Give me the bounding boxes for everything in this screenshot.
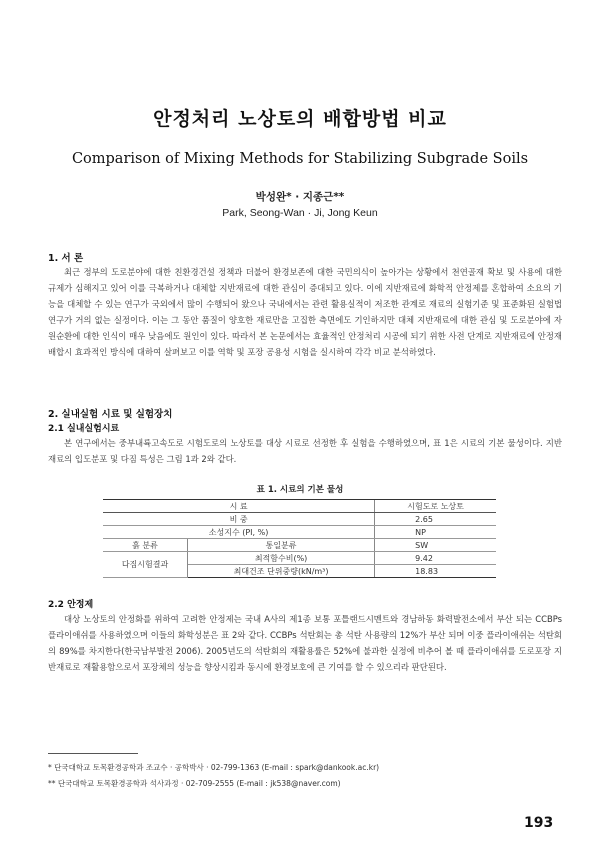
table-cell-value: NP xyxy=(375,526,496,539)
paper-title-korean: 안정처리 노상토의 배합방법 비교 xyxy=(153,108,447,130)
section-2-2-body: 대상 노상토의 안정화를 위하여 고려한 안정제는 국내 A사의 제1종 보통 포틀랜드시멘트와 경남하동 화력발전소에서 부산 되는 CCBPs 플라이애쉬를 사용하였으며 이들의 화학성분은 표 2와 같다. CCBPs 석탄회는 총 석탄 사용량의 12%가 부산 되며 이중 플라이애쉬는 석탄회의 89%를 차지한다(한국남부발전 2006). 2005년도의 석탄회의 재활용률은 52%에 불과한 실정에 비추어 볼 때 플라이애쉬를 도로포장 지반재료로 재활용함으로서 포장체의 성능을 향상시킴과 동시에 환경보호에 큰 기여를 할 수 있으리라 판단된다. xyxy=(48,614,562,672)
table-cell-sublabel: 최적함수비(%) xyxy=(188,552,375,565)
table-header-subgrade: 시험도로 노상토 xyxy=(375,500,496,513)
table-header-row xyxy=(103,500,496,513)
table-header-sample: 시 료 xyxy=(103,500,375,513)
table-row xyxy=(103,552,496,565)
table-cell-label: 소성지수 (PI, %) xyxy=(103,526,375,539)
footnote-divider xyxy=(48,753,138,754)
table-row xyxy=(103,526,496,539)
table-cell-sublabel: 최대건조 단위중량(kN/m³) xyxy=(188,565,375,578)
table-cell-label: 흙 분류 xyxy=(103,539,188,552)
table-cell-value: 2.65 xyxy=(375,513,496,526)
section-2-heading: 2. 실내실험 시료 및 실험장치 xyxy=(48,409,173,420)
table-cell-sublabel: 통일분류 xyxy=(188,539,375,552)
section-2-1-body: 본 연구에서는 중부내륙고속도로 시험도로의 노상토를 대상 시료로 선정한 후 실험을 수행하였으며, 표 1은 시료의 기본 물성이다. 지반재료의 입도분포 및 다짐 특성은 그림 1과 2와 같다. xyxy=(48,438,562,464)
section-1-body: 최근 정부의 도로분야에 대한 친환경건설 정책과 더불어 환경보존에 대한 국민의식이 높아가는 상황에서 천연골재 확보 및 사용에 대한 규제가 심해지고 있어 이를 극복하거나 대체할 지반재료에 대한 관심이 증대되고 있다. 이에 지반재료에 화학적 안정제를 혼합하여 소요의 기능을 대체할 수 있는 연구가 국외에서 많이 수행되어 왔으나 국내에서는 관련 활용실적이 저조한 관계로 재료의 실험기준 및 표준화된 실험법 연구가 거의 없는 실정이다. 이는 그 동안 품질이 양호한 재료만을 고집한 측면에도 기인하지만 대체 지반재료에 대한 관심 및 도로분야에 자원순환에 대한 인식이 매우 낮음에도 원인이 있다. 따라서 본 논문에서는 효율적인 안정처리 시공에 되기 위한 사전 단계로 지반재료에 안정재 배합시 효과적인 방식에 대하여 살펴보고 이를 역학 및 포장 공용성 시험을 실시하여 각각 비교 분석하였다. xyxy=(48,267,562,357)
authors-english: Park, Seong-Wan · Ji, Jong Keun xyxy=(222,207,378,219)
page-number: 193 xyxy=(524,815,554,831)
table-cell-label: 비 중 xyxy=(103,513,375,526)
section-2-2-heading: 2.2 안정제 xyxy=(48,600,94,610)
table-1-caption: 표 1. 시료의 기본 물성 xyxy=(256,485,344,495)
table-row xyxy=(103,539,496,552)
table-1 xyxy=(103,499,496,578)
table-cell-value: 18.83 xyxy=(375,565,496,578)
authors-korean: 박성완* · 지종근** xyxy=(255,191,345,203)
section-2-1-heading: 2.1 실내실험시료 xyxy=(48,424,120,434)
table-row xyxy=(103,513,496,526)
section-1-heading: 1. 서 론 xyxy=(48,253,84,264)
table-cell-value: 9.42 xyxy=(375,552,496,565)
table-cell-label: 다짐시험결과 xyxy=(103,552,188,578)
footnote-2: ** 단국대학교 토목환경공학과 석사과정 · 02-709-2555 (E-mail : jk538@naver.com) xyxy=(48,779,341,788)
footnote-1: * 단국대학교 토목환경공학과 조교수 · 공학박사 · 02-799-1363 (E-mail : spark@dankook.ac.kr) xyxy=(48,763,380,772)
paper-title-english: Comparison of Mixing Methods for Stabilizing Subgrade Soils xyxy=(71,151,529,167)
table-cell-value: SW xyxy=(375,539,496,552)
